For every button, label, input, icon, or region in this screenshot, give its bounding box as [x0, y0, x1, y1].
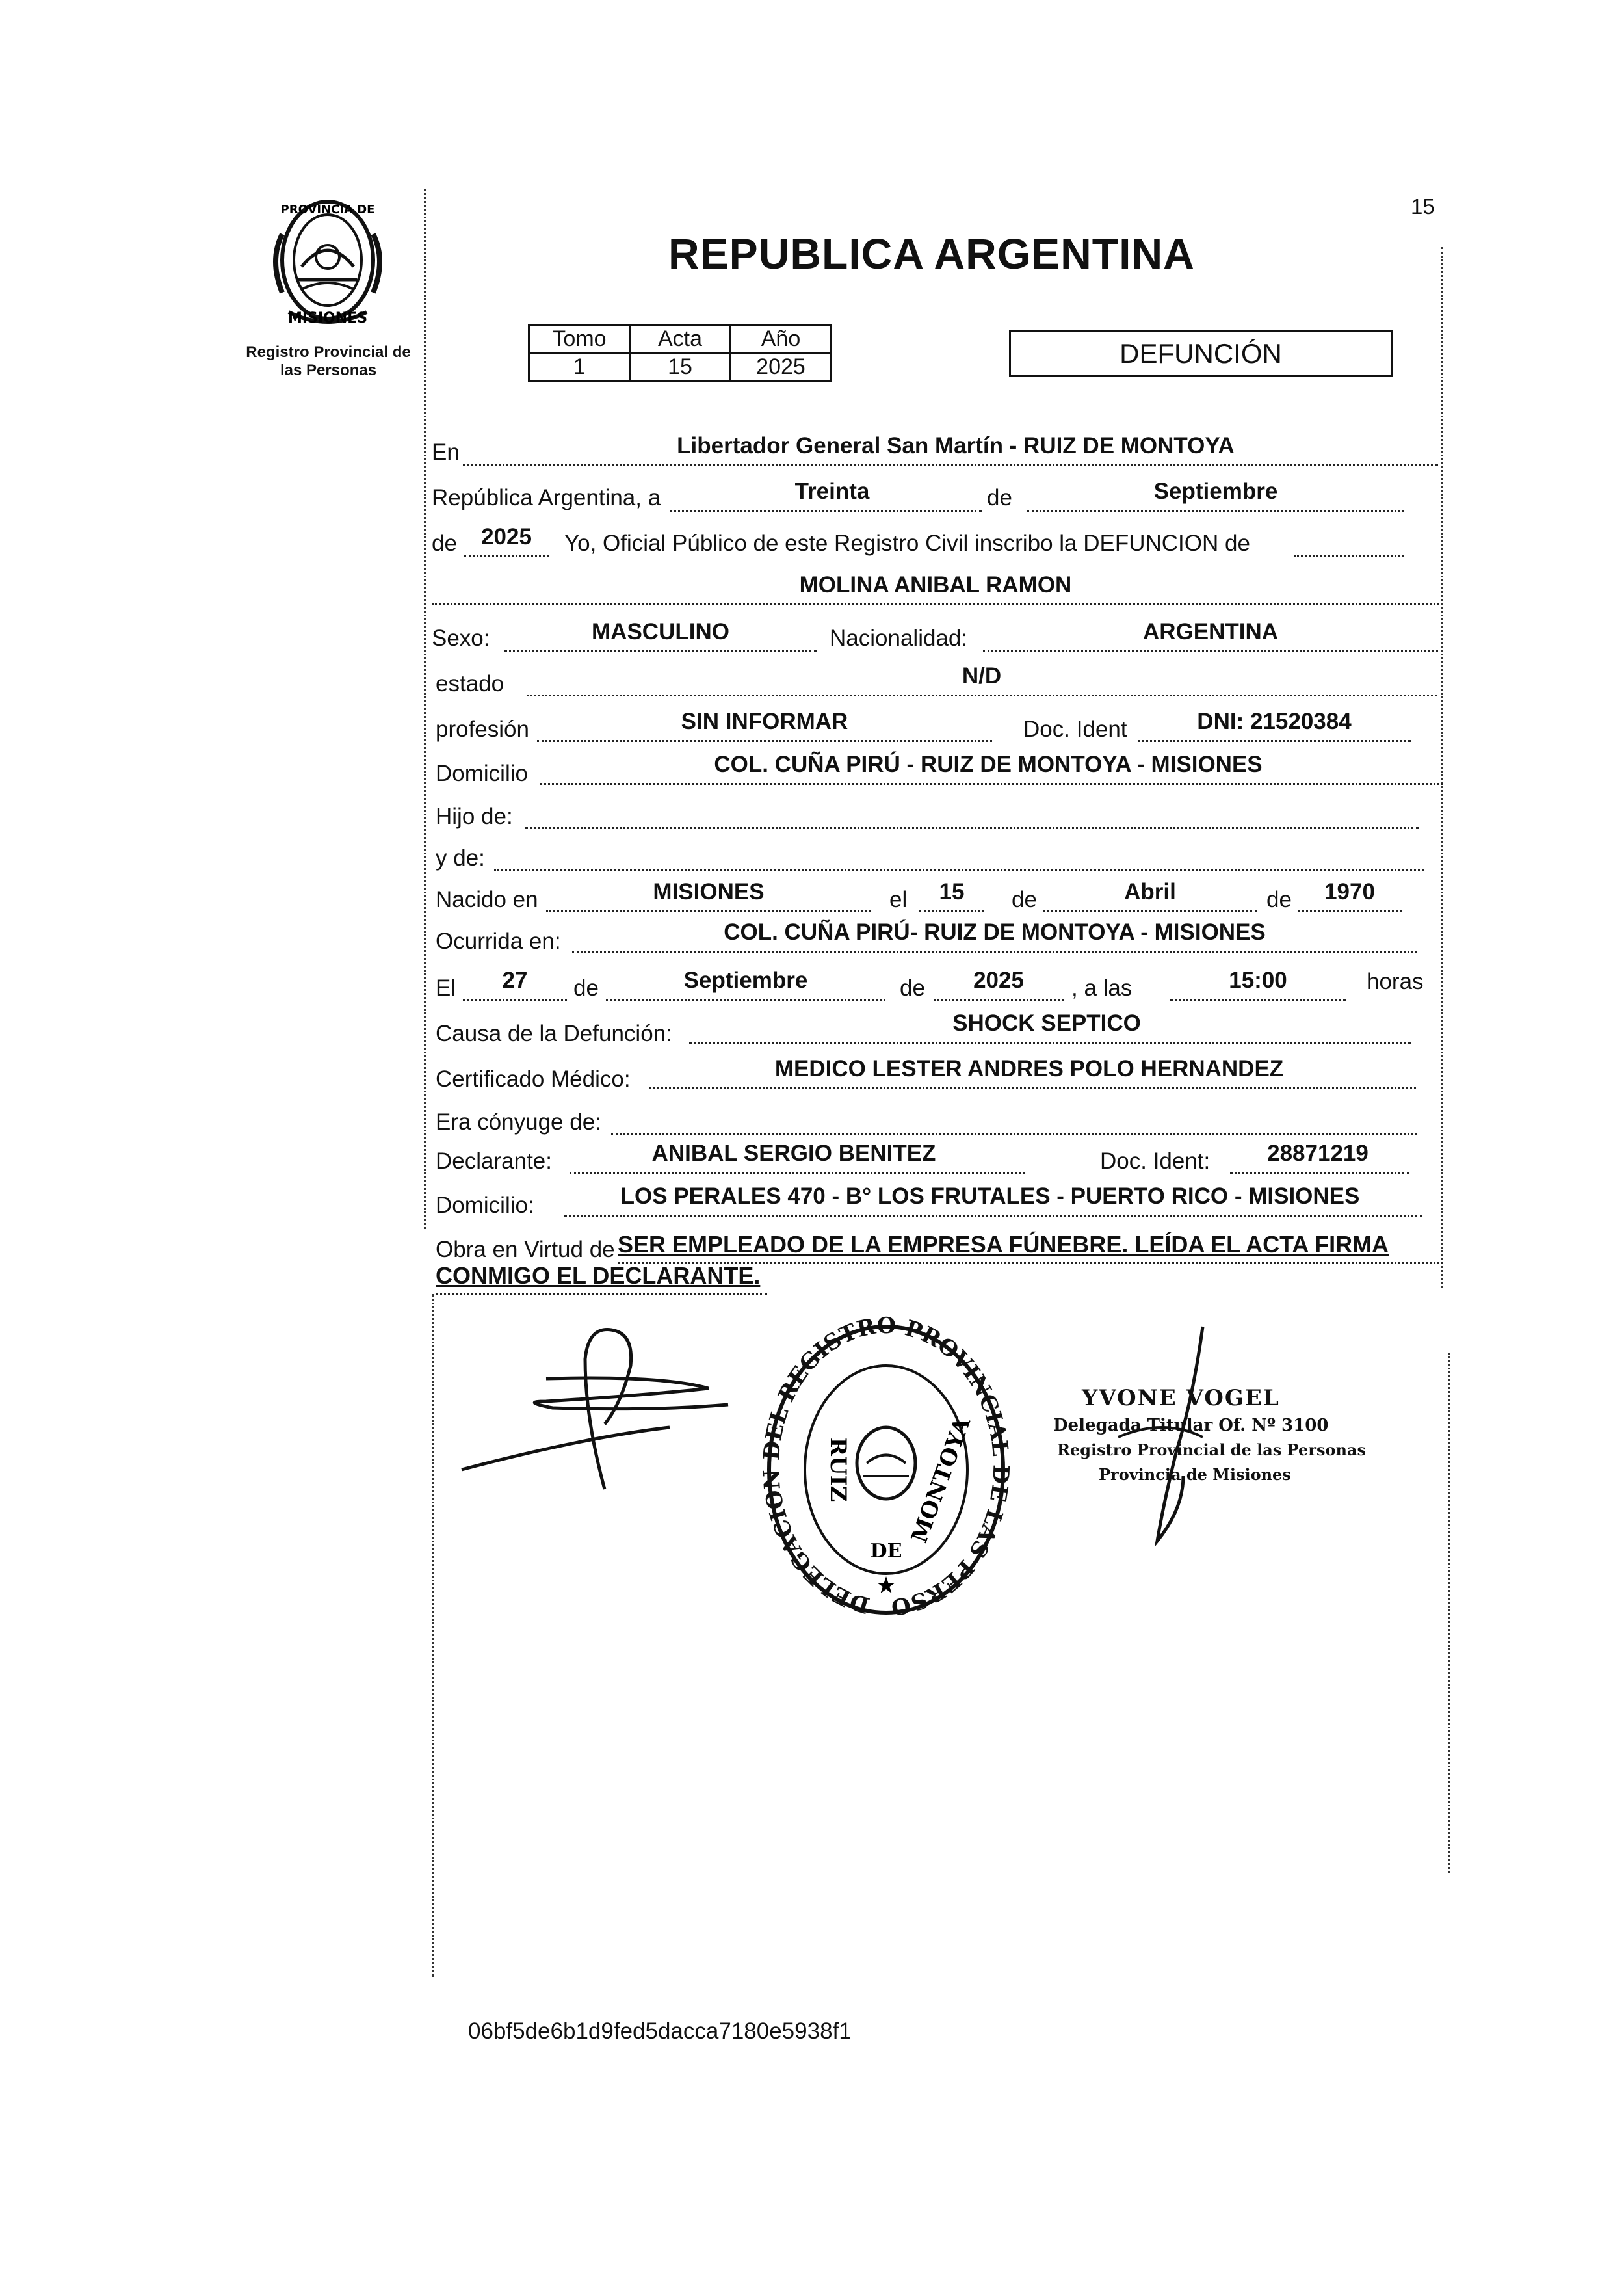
- line-causa: [689, 1042, 1411, 1044]
- logo-caption-line2: las Personas: [280, 362, 377, 379]
- line-nombre: [432, 603, 1439, 605]
- label-conyuge: Era cónyuge de:: [436, 1109, 601, 1135]
- line-y-de: [494, 869, 1424, 871]
- record-table-header: Acta: [630, 325, 731, 353]
- field-obra-line1: SER EMPLEADO DE LA EMPRESA FÚNEBRE. LEÍDA EL ACTA FIRMA: [618, 1231, 1389, 1258]
- field-muerte-anio: 2025: [973, 968, 1024, 993]
- line-domicilio: [540, 783, 1443, 785]
- field-domicilio: COL. CUÑA PIRÚ - RUIZ DE MONTOYA - MISIONES: [714, 752, 1263, 777]
- line-obra-2: [436, 1293, 767, 1295]
- label-estado: estado: [436, 671, 504, 696]
- line-muerte-anio: [934, 999, 1064, 1001]
- logo-text-top: PROVINCIA DE: [280, 203, 375, 217]
- label-sexo: Sexo:: [432, 626, 490, 651]
- official-registry: Registro Provincial de las Personas: [1057, 1440, 1366, 1459]
- line-anio: [464, 555, 549, 557]
- label-hijo-de: Hijo de:: [436, 804, 513, 829]
- label-declarante: Declarante:: [436, 1148, 552, 1174]
- right-margin-marks: [1441, 247, 1443, 1288]
- field-nacido-lugar: MISIONES: [653, 879, 765, 905]
- page-number: 15: [1411, 194, 1435, 218]
- line-nacido-mes: [1043, 910, 1257, 912]
- line-nacionalidad: [983, 650, 1438, 652]
- label-certificado: Certificado Médico:: [436, 1066, 631, 1092]
- document-hash: 06bf5de6b1d9fed5dacca7180e5938f1: [468, 2018, 852, 2044]
- field-nacido-dia: 15: [939, 879, 965, 905]
- line-hora: [1170, 999, 1346, 1001]
- stamp-center-line1: RUIZ: [825, 1437, 851, 1502]
- label-en: En: [432, 440, 460, 465]
- stamp-ring-text: DELEGACION DEL REGISTRO PROVINCIAL DE LAS PERSO: [759, 1314, 1013, 1621]
- line-profesion: [537, 740, 992, 742]
- field-estado: N/D: [962, 663, 1002, 689]
- record-table-value: 1: [529, 353, 630, 381]
- label-doc-ident: Doc. Ident: [1023, 717, 1127, 742]
- declarant-signature: [455, 1314, 741, 1496]
- stamp-center-line2: DE: [870, 1540, 902, 1563]
- line-estado: [527, 695, 1437, 696]
- label-domicilio: Domicilio: [436, 761, 528, 786]
- record-table: [528, 324, 832, 382]
- line-ocurrida-lugar: [572, 951, 1417, 953]
- provincial-logo: [263, 195, 393, 332]
- logo-caption-line1: Registro Provincial de: [246, 343, 411, 361]
- field-nombre: MOLINA ANIBAL RAMON: [799, 572, 1072, 598]
- label-nacido-en: Nacido en: [436, 887, 538, 912]
- label-el-cap: El: [436, 975, 456, 1001]
- field-mes: Septiembre: [1153, 479, 1278, 504]
- line-conyuge: [611, 1133, 1417, 1135]
- label-a-las: , a las: [1071, 975, 1133, 1001]
- field-declarante-doc: 28871219: [1267, 1141, 1369, 1166]
- stamp-center-line3: MONTOYA: [906, 1414, 976, 1546]
- label-de: de: [573, 975, 599, 1001]
- official-title: Delegada Titular Of. Nº 3100: [1053, 1416, 1329, 1435]
- official-name: YVONE VOGEL: [1082, 1385, 1280, 1411]
- field-nacionalidad: ARGENTINA: [1142, 619, 1279, 644]
- field-medico: MEDICO LESTER ANDRES POLO HERNANDEZ: [774, 1056, 1284, 1081]
- field-muerte-dia: 27: [502, 968, 528, 993]
- field-declarante: ANIBAL SERGIO BENITEZ: [651, 1141, 936, 1166]
- label-de: de: [987, 485, 1012, 510]
- field-dia: Treinta: [794, 479, 870, 504]
- line-muerte-dia: [463, 999, 567, 1001]
- record-table-header: Año: [731, 325, 832, 353]
- record-type-box: DEFUNCIÓN: [1009, 330, 1393, 377]
- label-el: el: [889, 887, 908, 912]
- field-muerte-mes: Septiembre: [683, 968, 808, 993]
- label-yo: Yo, Oficial Público de este Registro Civil inscribo la DEFUNCION de: [564, 531, 1250, 556]
- line-dia: [670, 510, 982, 512]
- label-ocurrida-en: Ocurrida en:: [436, 929, 561, 954]
- field-anio: 2025: [481, 524, 532, 549]
- line-declarante-doc: [1230, 1172, 1409, 1174]
- label-y-de: y de:: [436, 845, 485, 871]
- line-sexo: [504, 650, 817, 652]
- line-declarante: [570, 1172, 1025, 1174]
- label-horas: horas: [1367, 969, 1424, 994]
- label-republica: República Argentina, a: [432, 485, 661, 510]
- line-nacido-anio: [1298, 910, 1402, 912]
- record-table-header: Tomo: [529, 325, 630, 353]
- field-nacido-anio: 1970: [1324, 879, 1375, 905]
- left-margin-marks: [424, 189, 426, 1229]
- record-table-value: 15: [630, 353, 731, 381]
- page-title: REPUBLICA ARGENTINA: [668, 230, 1195, 278]
- field-obra-line2: CONMIGO EL DECLARANTE.: [436, 1262, 761, 1289]
- line-mes: [1027, 510, 1404, 512]
- label-de: de: [432, 531, 457, 556]
- field-profesion: SIN INFORMAR: [681, 709, 848, 734]
- line-dni: [1138, 740, 1411, 742]
- label-de: de: [1012, 887, 1037, 912]
- line-hijo-de: [525, 827, 1419, 829]
- official-province: Provincia de Misiones: [1099, 1465, 1291, 1484]
- field-ocurrida-lugar: COL. CUÑA PIRÚ- RUIZ DE MONTOYA - MISIONES: [724, 920, 1266, 945]
- field-declarante-domicilio: LOS PERALES 470 - B° LOS FRUTALES - PUERTO RICO - MISIONES: [620, 1184, 1360, 1209]
- official-stamp: [759, 1314, 1013, 1626]
- label-de: de: [1266, 887, 1292, 912]
- label-domicilio-declarante: Domicilio:: [436, 1193, 534, 1218]
- right-margin-marks-lower: [1448, 1353, 1450, 1873]
- label-profesion: profesión: [436, 717, 529, 742]
- line-nacido-lugar: [546, 910, 871, 912]
- line-yo-end: [1294, 555, 1404, 557]
- line-medico: [649, 1087, 1416, 1089]
- field-hora: 15:00: [1229, 968, 1287, 993]
- line-declarante-domicilio: [564, 1215, 1422, 1217]
- field-dni: DNI: 21520384: [1197, 709, 1352, 734]
- logo-text-bottom: MISIONES: [287, 310, 368, 326]
- field-nacido-mes: Abril: [1124, 879, 1176, 905]
- left-margin-marks-lower: [432, 1294, 434, 1977]
- label-causa: Causa de la Defunción:: [436, 1021, 672, 1046]
- label-obra: Obra en Virtud de: [436, 1237, 615, 1262]
- field-causa: SHOCK SEPTICO: [952, 1011, 1141, 1036]
- line-nacido-dia: [919, 910, 984, 912]
- label-de: de: [900, 975, 925, 1001]
- line-muerte-mes: [606, 999, 885, 1001]
- label-doc-ident-declarante: Doc. Ident:: [1100, 1148, 1211, 1174]
- label-nacionalidad: Nacionalidad:: [830, 626, 968, 651]
- line-lugar: [463, 464, 1438, 466]
- field-lugar: Libertador General San Martín - RUIZ DE MONTOYA: [677, 433, 1235, 458]
- stamp-star-icon: ★: [875, 1572, 897, 1598]
- record-table-value: 2025: [731, 353, 832, 381]
- field-sexo: MASCULINO: [592, 619, 729, 644]
